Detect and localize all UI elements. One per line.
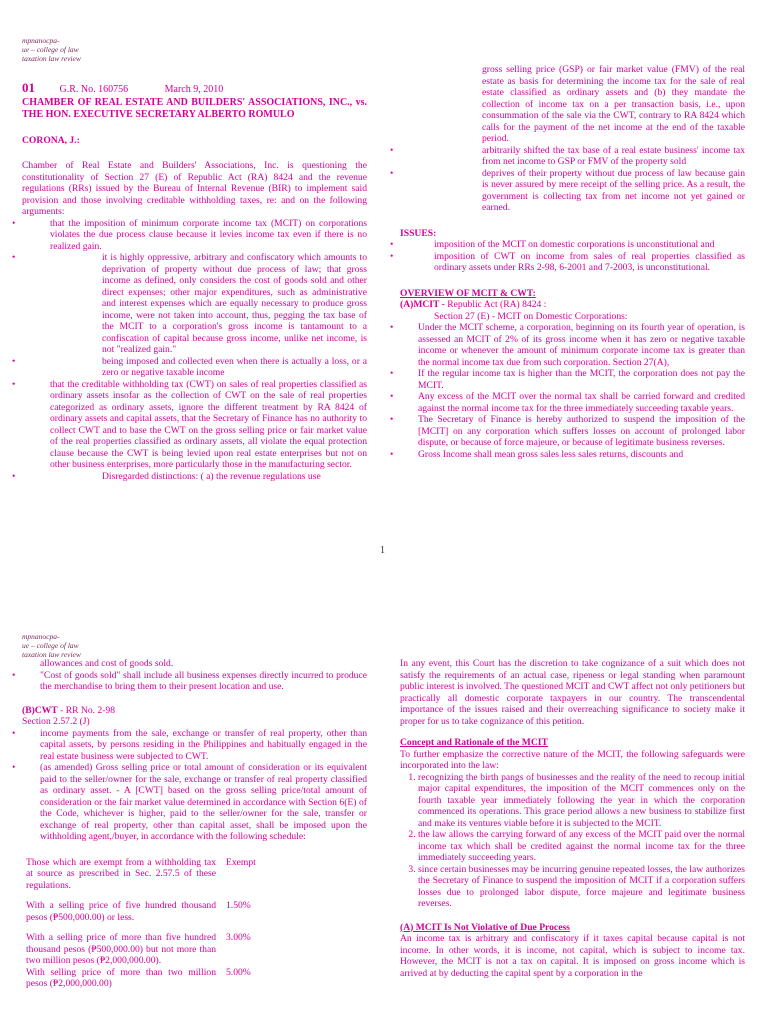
issues-heading: ISSUES: [400,227,437,239]
page-header [22,36,81,63]
schedule-desc: With a selling price of more than five hundred thousand pesos (₱500,000.00) but not more than two million pesos (₱2,000,000.00). [26,932,216,966]
cwt-line [22,705,367,717]
safeguard-item: 1. recognizing the birth pangs of businesses and the reality of the need to recoup initial major capital expenditures, the imposition of the MCIT commences only on the fourth taxable year immediately following the year in which the corporation commenced its operations. This grace period allows a new business to stabilize first and make its ventures viable before it is subjected to the MCIT. [418,772,745,830]
schedule-desc: With a selling price of five hundred thousand pesos (₱500,000.00) or less. [26,900,216,923]
concept-heading: Concept and Rationale of the MCIT [400,737,548,748]
page-gap [0,572,768,600]
withholding-schedule [26,857,286,990]
gr-number: G.R. No. 160756 [59,84,129,95]
schedule-rate: 5.00% [226,966,251,978]
cwt-section: Section 2.57.2 (J) [22,716,90,727]
schedule-row [26,923,286,967]
right-column [400,658,745,979]
page-number: 1 [380,545,385,556]
cwt-label: (B)CWT [22,704,58,716]
issue-item: • imposition of CWT on income from sales of real properties classified as ordinary assets under RRs 2-98, 6-2001 and 7-2003, is unconstitutional. [400,251,745,274]
mcit-label: (A)MCIT - [400,299,445,310]
argument-2: • that the creditable withholding tax (CWT) on sales of real properties classified as ordinary assets insofar as the collection of CWT on the sale of real properties categorized as ordinary assets, ignore the different treatment by RA 8424 of ordinary assets and capital assets, that the Secretary of Finance has no authority to collect CWT and to base the CWT on the gross selling price or fair market value of the real properties classified as ordinary assets, all violate the equal protection clause because the CWT is being levied upon real estate enterprises but not on other business enterprises, more particularly those in the manufacturing sector. [22,379,367,471]
cogs-bullet: • "Cost of goods sold" shall include all business expenses directly incurred to produce the merchandise to bring them to their present location and use. [22,670,367,693]
mcit-section: Section 27 (E) - MCIT on Domestic Corporations: [434,310,628,322]
right-column [400,64,745,460]
argument-2-sub: • Disregarded distinctions: ( a) the revenue regulations use [22,471,367,483]
page-header [22,632,81,659]
schedule-rate: 3.00% [226,932,251,943]
cwt-rr: - RR No. 2-98 [60,704,116,716]
schedule-rate: 1.50% [226,900,251,911]
schedule-row [26,857,286,892]
document-page-2 [0,600,768,1024]
argument-1-sub: • it is highly oppressive, arbitrary and confiscatory which amounts to deprivation of property without due process of law; that gross income as defined, only considers the cost of goods sold and other direct expenses; other major expenditures, such as administrative and interest expenses which are equally necessary to produce gross income, were not taken into account, thus, pegging the tax base of the MCIT to a corporation's gross income is tantamount to a confiscation of capital because gross income, unlike net income, is not "realized gain." [22,252,367,356]
left-column [22,658,367,990]
schedule-rate: Exempt [226,856,256,868]
cwt-bullet: • income payments from the sale, exchange or transfer of real property, other than capital assets, by persons residing in the Philippines and habitually engaged in the real estate business were subjected to CWT. [22,728,367,763]
safeguard-item: 3. since certain businesses may be incurring genuine repeated losses, the law authorizes the Secretary of Finance to suspend the imposition of MCIT if a corporation suffers losses due to prolonged labor dispute, force majeure and legitimate business reverses. [418,864,745,910]
mcit-bullet: • Under the MCIT scheme, a corporation, beginning on its fourth year of operation, is assessed an MCIT of 2% of its gross income when it has zero or negative taxable income or whenever the amount of minimum corporate income tax is greater than the normal income tax due from such corporation. Section 27(A), [400,322,745,368]
continued-text: allowances and cost of goods sold. [40,658,174,669]
cwt-bullet: • (as amended) Gross selling price or total amount of consideration or its equivalent paid to the seller/owner for the sale, exchange or transfer of real property classified as ordinary asset. - A [CWT] based on the gross selling price/total amount of consideration or the fair market value determined in accordance with Section 6(E) of the Code, whichever is higher, paid to the seller/owner for the sale, transfer or exchange of real property, other than capital asset, shall be imposed upon the withholding agent,/buyer, in accordance with the following schedule: [22,762,367,843]
cognizance-paragraph: In any event, this Court has the discretion to take cognizance of a suit which does not satisfy the requirements of an actual case, ripeness or legal standing when paramount public interest is involved. The questioned MCIT and CWT affect not only petitioners but practically all domestic corporate taxpayers in our country. The transcendental importance of the issues raised and their overreaching significance to society make it proper for us to take cognizance of this petition. [400,658,745,727]
ponente: CORONA, J.: [22,134,80,146]
case-title: CHAMBER OF REAL ESTATE AND BUILDERS' ASSOCIATIONS, INC., vs. THE HON. EXECUTIVE SECRETARY ALBERTO ROMULO [22,96,367,120]
left-column [22,80,367,482]
header-line: mpnanocpa- [22,36,60,45]
schedule-desc: With selling price of more than two million pesos (₱2,000,000.00) [26,966,216,989]
issue-item: • imposition of the MCIT on domestic corporations is unconstitutional and [400,239,745,251]
concept-intro: To further emphasize the corrective nature of the MCIT, the following safeguards were incorporated into the law: [400,748,745,771]
argument-1-sub: • being imposed and collected even when there is actually a loss, or a zero or negative taxable income [22,356,367,379]
mcit-bullet: • Gross Income shall mean gross sales less sales returns, discounts and [400,449,745,461]
header-line: ue – college of law [22,641,79,650]
intro-paragraph: Chamber of Real Estate and Builders' Associations, Inc. is questioning the constitutionality of Section 27 (E) of Republic Act (RA) 8424 and the revenue regulations (RRs) issued by the Bureau of Internal Revenue (BIR) to implement said provision and those involving creditable withholding taxes, re: and on the following arguments: [22,160,367,217]
mcit-line [400,299,745,311]
schedule-row [26,891,286,923]
argument-1: • that the imposition of minimum corporate income tax (MCIT) on corporations violates the due process clause because it levies income tax even if there is no realized gain. [22,218,367,253]
due-process-heading: (A) MCIT Is Not Violative of Due Process [400,921,570,933]
continued-text: gross selling price (GSP) or fair market value (FMV) of the real estate as basis for determining the income tax for the sale of real estate classified as ordinary assets and (b) they mandate the collection of income tax on a per transaction basis, i.e., upon consummation of the sale via the CWT, contrary to RA 8424 which calls for the payment of the net income at the end of the taxable period. [482,64,745,144]
mcit-bullet: • The Secretary of Finance is hereby authorized to suspend the imposition of the [MCIT] on any corporation which suffers losses on account of prolonged labor dispute, or because of force majeure, or because of legitimate business reverses. [400,414,745,449]
bullet-item: • deprives of their property without due process of law because gain is never assured by mere receipt of the selling price. As a result, the government is collecting tax from net income not yet gained or earned. [400,168,745,214]
case-date: March 9, 2010 [164,84,224,95]
safeguard-item: 2. the law allows the carrying forward of any excess of the MCIT paid over the normal income tax which shall be credited against the normal income tax for the three immediately succeeding years. [418,829,745,864]
header-line: mpnanocpa- [22,632,60,641]
mcit-bullet: • If the regular income tax is higher than the MCIT, the corporation does not pay the MCIT. [400,368,745,391]
header-line: taxation law review [22,650,81,659]
header-line: taxation law review [22,54,81,63]
mcit-ra: Republic Act (RA) 8424 : [447,299,547,310]
header-line: ue – college of law [22,45,79,54]
overview-heading: OVERVIEW OF MCIT & CWT: [400,287,536,299]
due-process-text: An income tax is arbitrary and confiscatory if it taxes capital because capital is not income. In other words, it is income, not capital, which is subject to income tax. However, the MCIT is not a tax on capital. It is imposed on gross income which is arrived at by deducting the capital spent by a corporation in the [400,933,745,979]
case-number: 01 [22,80,35,95]
mcit-bullet: • Any excess of the MCIT over the normal tax shall be carried forward and credited against the normal income tax for the three immediately succeeding taxable years. [400,391,745,414]
schedule-row [26,967,286,990]
bullet-item: • arbitrarily shifted the tax base of a real estate business' income tax from net income to GSP or FMV of the property sold [400,145,745,168]
case-heading [22,82,367,96]
schedule-desc: Those which are exempt from a withholding tax at source as prescribed in Sec. 2.57.5 of these regulations. [26,856,216,891]
